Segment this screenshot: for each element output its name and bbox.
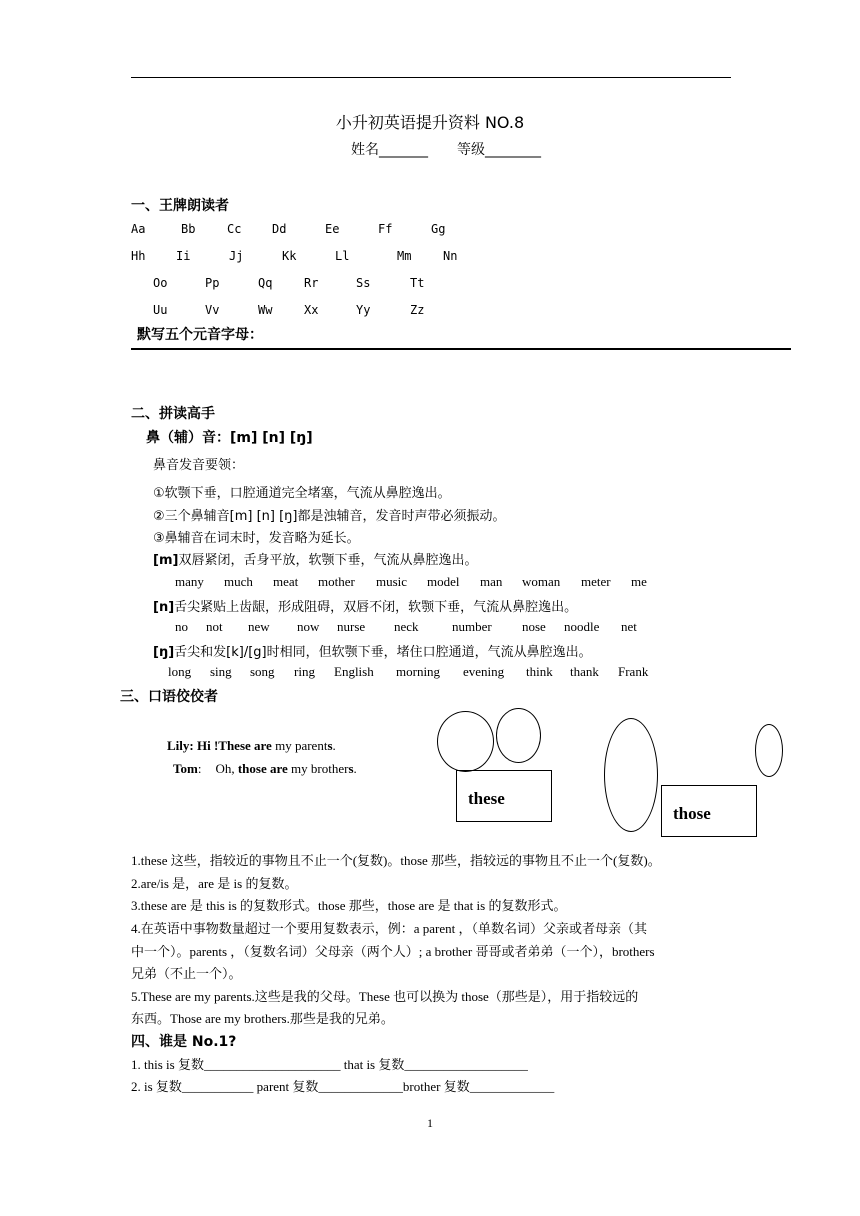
word: meter [581, 574, 611, 589]
these-label: these [468, 789, 505, 808]
word: mother [318, 574, 355, 589]
word: meat [273, 574, 299, 589]
letter: Kk [282, 249, 297, 263]
word: nurse [337, 619, 366, 634]
word: many [175, 574, 204, 589]
word: net [621, 619, 637, 634]
word: me [631, 574, 647, 589]
note-4a: 4.在英语中事物数量超过一个要用复数表示，例：a parent ，（单数名词）父亲或者母亲（其 [131, 921, 648, 936]
ng-rule [153, 641, 592, 660]
word: now [297, 619, 320, 634]
word: no [175, 619, 188, 634]
word: think [526, 664, 553, 679]
question-1[interactable]: 1. this is 复数_____________________ that is 复数___________________ [131, 1057, 528, 1072]
letter: Ee [325, 222, 340, 236]
word: Frank [618, 664, 649, 679]
n-rule-text: 舌尖紧贴上齿龈，形成阻碍，双唇不闭，软颚下垂，气流从鼻腔逸出。 [174, 600, 578, 615]
letter: Ww [258, 303, 273, 317]
letter: Gg [431, 222, 446, 236]
those-box [661, 785, 757, 837]
vowel-answer-line [131, 348, 791, 350]
ng-rule-text: 舌尖和发[k]/[g]时相同，但软颚下垂，堵住口腔通道，气流从鼻腔逸出。 [174, 645, 592, 660]
section1-heading: 一、王牌朗读者 [131, 198, 229, 214]
letter: Jj [229, 249, 244, 263]
word: English [334, 664, 374, 679]
dialogue-line-2 [173, 761, 357, 777]
letter: Nn [443, 249, 458, 263]
letter: Qq [258, 276, 273, 290]
tom-colon: : [197, 761, 202, 776]
m-word-list [175, 574, 647, 590]
ng-word-list [168, 664, 648, 680]
word: much [224, 574, 253, 589]
word: music [376, 574, 408, 589]
letter: Vv [205, 303, 220, 317]
page-title: 小升初英语提升资料 NO.8 [335, 113, 525, 132]
those-label: those [673, 804, 711, 823]
tom-bold: those are [237, 761, 288, 776]
word: long [168, 664, 192, 679]
word: sing [210, 664, 232, 679]
nasal-subheading: 鼻（辅）音：[m] [n] [ŋ] [146, 430, 313, 446]
word: neck [394, 619, 419, 634]
letter: Ss [356, 276, 371, 290]
ng-symbol: [ŋ] [153, 645, 175, 660]
lily-text-dot: . [332, 738, 336, 753]
word: song [250, 664, 275, 679]
section2-heading: 二、拼读高手 [131, 406, 215, 422]
word: not [206, 619, 223, 634]
word: nose [522, 619, 546, 634]
word: morning [396, 664, 441, 679]
tom-text: my brother [287, 761, 349, 776]
section4-heading: 四、谁是 No.1? [131, 1034, 237, 1050]
nasal-intro: 鼻音发音要领： [153, 458, 245, 473]
note-1: 1.these 这些，指较近的事物且不止一个(复数)。those 那些，指较远的事物且不止一个(复数)。 [131, 853, 661, 868]
top-rule [131, 77, 731, 78]
letter: Hh [131, 249, 146, 263]
nasal-point-1: ①软颚下垂，口腔通道完全堵塞，气流从鼻腔逸出。 [153, 486, 451, 501]
word: ring [294, 664, 315, 679]
word: new [248, 619, 270, 634]
letter: Uu [153, 303, 168, 317]
letter: Cc [227, 222, 242, 236]
alphabet-row-4 [153, 303, 424, 317]
word: noodle [564, 619, 600, 634]
alphabet-row-2 [131, 249, 457, 263]
question-2[interactable]: 2. is 复数___________ parent 复数_____________brother 复数_____________ [131, 1079, 555, 1094]
n-symbol: [n] [153, 600, 175, 615]
page-number: 1 [427, 1116, 433, 1130]
dialogue-line-1 [167, 738, 336, 754]
letter: Dd [272, 222, 287, 236]
letter: Tt [410, 276, 425, 290]
grade-field: 等级________ [457, 142, 541, 158]
far-figure-right [755, 724, 783, 777]
these-box [456, 770, 552, 822]
m-rule [153, 549, 477, 568]
letter: Xx [304, 303, 319, 317]
far-figure-left [604, 718, 658, 832]
near-head-left [437, 711, 494, 772]
note-4b: 中一个）。parents ，（复数名词）父母亲（两个人）; a brother 哥哥或者弟弟（一个），brothers [131, 944, 655, 959]
word: woman [522, 574, 561, 589]
tom-text-end: s [348, 761, 354, 776]
note-5a: 5.These are my parents.这些是我的父母。These 也可以换为 those（那些是），用于指较远的 [131, 989, 639, 1004]
m-rule-text: 双唇紧闭，舌身平放，软颚下垂，气流从鼻腔逸出。 [178, 553, 478, 568]
vowel-prompt: 默写五个元音字母： [137, 327, 263, 343]
word: man [480, 574, 503, 589]
nasal-point-3: ③鼻辅音在词末时，发音略为延长。 [153, 531, 360, 546]
nasal-point-2: ②三个鼻辅音[m] [n] [ŋ]都是浊辅音，发音时声带必须振动。 [153, 509, 506, 524]
tom-pre: Oh, [215, 761, 238, 776]
note-2: 2.are/is 是，are 是 is 的复数。 [131, 876, 298, 891]
near-head-right [496, 708, 541, 763]
letter: Zz [410, 303, 425, 317]
alphabet-row-1 [131, 222, 445, 236]
letter: Yy [356, 303, 371, 317]
letter: Ii [176, 249, 191, 263]
letter: Bb [181, 222, 196, 236]
tom-speaker: Tom [173, 761, 198, 776]
word: thank [570, 664, 599, 679]
tom-text-dot: . [353, 761, 357, 776]
name-field: 姓名_______ [351, 142, 428, 158]
letter: Ll [335, 249, 350, 263]
n-word-list [175, 619, 637, 635]
m-symbol: [m] [153, 553, 179, 568]
lily-text: my parent [271, 738, 328, 753]
note-4c: 兄弟（不止一个）。 [131, 966, 242, 981]
section3-heading: 三、口语佼佼者 [120, 689, 218, 705]
letter: Pp [205, 276, 220, 290]
alphabet-row-3 [153, 276, 424, 290]
lily-speaker: Lily: Hi !These are [167, 738, 272, 753]
letter: Rr [304, 276, 319, 290]
note-3: 3.these are 是 this is 的复数形式。those 那些，those are 是 that is 的复数形式。 [131, 898, 567, 913]
word: number [452, 619, 492, 634]
letter: Aa [131, 222, 146, 236]
note-5b: 东西。Those are my brothers.那些是我的兄弟。 [131, 1011, 394, 1026]
word: evening [463, 664, 505, 679]
letter: Ff [378, 222, 393, 236]
n-rule [153, 596, 577, 615]
letter: Mm [397, 249, 412, 263]
letter: Oo [153, 276, 168, 290]
lily-text-end: s [327, 738, 333, 753]
word: model [427, 574, 460, 589]
